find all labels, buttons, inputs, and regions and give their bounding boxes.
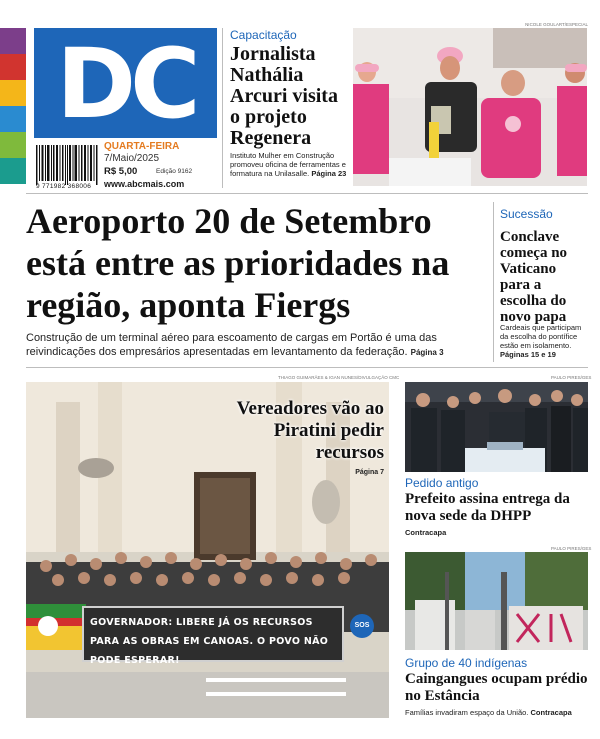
color-strip: [0, 28, 26, 184]
masthead-day: QUARTA-FEIRA: [104, 141, 180, 152]
side-story-kicker: Sucessão: [500, 207, 553, 221]
strip-band: [0, 158, 26, 184]
strip-band: [0, 54, 26, 80]
main-subhead: [26, 331, 496, 360]
side-story-headline[interactable]: Conclave começa no Vaticano para a escolha do novo papa: [500, 229, 568, 325]
strip-band: [0, 28, 26, 54]
strip-band: [0, 80, 26, 106]
top-story-summary: [230, 151, 348, 178]
divider: [493, 202, 494, 362]
right-story-1-kicker: Pedido antigo: [405, 476, 479, 490]
photo-story-headline[interactable]: Vereadores vão ao Piratini pedir recursos: [236, 398, 384, 463]
right-story-1-page-ref[interactable]: Contracapa: [405, 528, 447, 537]
photo-story-credit: THIAGO GUIMARÃES & IGAN NUNES/DIVULGAÇÃO CMC: [278, 375, 400, 380]
main-headline[interactable]: Aeroporto 20 de Setembro está entre as prioridades na região, aponta Fiergs: [26, 201, 450, 325]
right-photo-2[interactable]: [405, 552, 588, 650]
top-story-headline[interactable]: Jornalista Nathália Arcuri visita o projeto Regenera: [230, 43, 338, 149]
masthead-site[interactable]: www.abcmais.com: [104, 179, 185, 189]
right-story-2-summary-text: Famílias invadiram espaço da União.: [405, 708, 529, 717]
masthead-date: 7/Maio/2025: [104, 153, 160, 164]
right-story-1-headline[interactable]: Prefeito assina entrega da nova sede da DHPP: [405, 491, 570, 524]
right-story-2-summary: [405, 708, 590, 717]
divider: [26, 367, 588, 368]
masthead-logo[interactable]: DC: [34, 28, 217, 138]
top-story-kicker: Capacitação: [230, 28, 297, 42]
divider: [222, 28, 223, 188]
masthead-edition: Edição 9162: [156, 168, 193, 175]
right-photo2-credit: PAULO PIRES/GES: [551, 546, 592, 551]
main-page-ref[interactable]: Página 3: [410, 348, 444, 357]
right-story-2-kicker: Grupo de 40 indígenas: [405, 656, 528, 670]
right-story-2-headline[interactable]: Caingangues ocupam prédio no Estância: [405, 671, 588, 704]
divider: [26, 193, 588, 194]
side-story-page-ref[interactable]: Páginas 15 e 19: [500, 350, 556, 359]
top-story-photo[interactable]: [353, 28, 587, 186]
side-story-summary: [500, 323, 590, 359]
sos-badge-text: SOS: [354, 622, 370, 629]
right-photo-1[interactable]: [405, 382, 588, 472]
barcode-number: 9 771982 368006: [36, 183, 92, 190]
main-subhead-text: Construção de um terminal aéreo para escoamento de cargas em Portão é uma das reivindicações dos empresários apresentadas em levantamento da federação.: [26, 332, 437, 358]
top-photo-credit: NICOLE GOULART/ESPECIAL: [525, 22, 588, 27]
strip-band: [0, 106, 26, 132]
sos-badge: [350, 614, 374, 638]
protest-banner-text: GOVERNADOR: LIBERE JÁ OS RECURSOS PARA AS OBRAS EM CANOAS. O POVO NÃO PODE ESPERAR!: [90, 617, 329, 666]
strip-band: [0, 132, 26, 158]
right-story-2-page-ref[interactable]: Contracapa: [530, 708, 572, 717]
masthead-price: R$ 5,00: [104, 166, 138, 177]
right-photo1-credit: PAULO PIRES/GES: [551, 375, 592, 380]
photo-story-page-ref[interactable]: Página 7: [355, 469, 384, 476]
barcode: [36, 145, 98, 185]
protest-banner: [82, 606, 344, 666]
top-story-summary-text: Instituto Mulher em Construção promoveu oficina de ferramentas e formatura na Unilasalle.: [230, 151, 346, 178]
top-story-page-ref[interactable]: Página 23: [311, 169, 347, 178]
side-story-summary-text: Cardeais que participam da escolha do pontífice estão em isolamento.: [500, 323, 582, 350]
